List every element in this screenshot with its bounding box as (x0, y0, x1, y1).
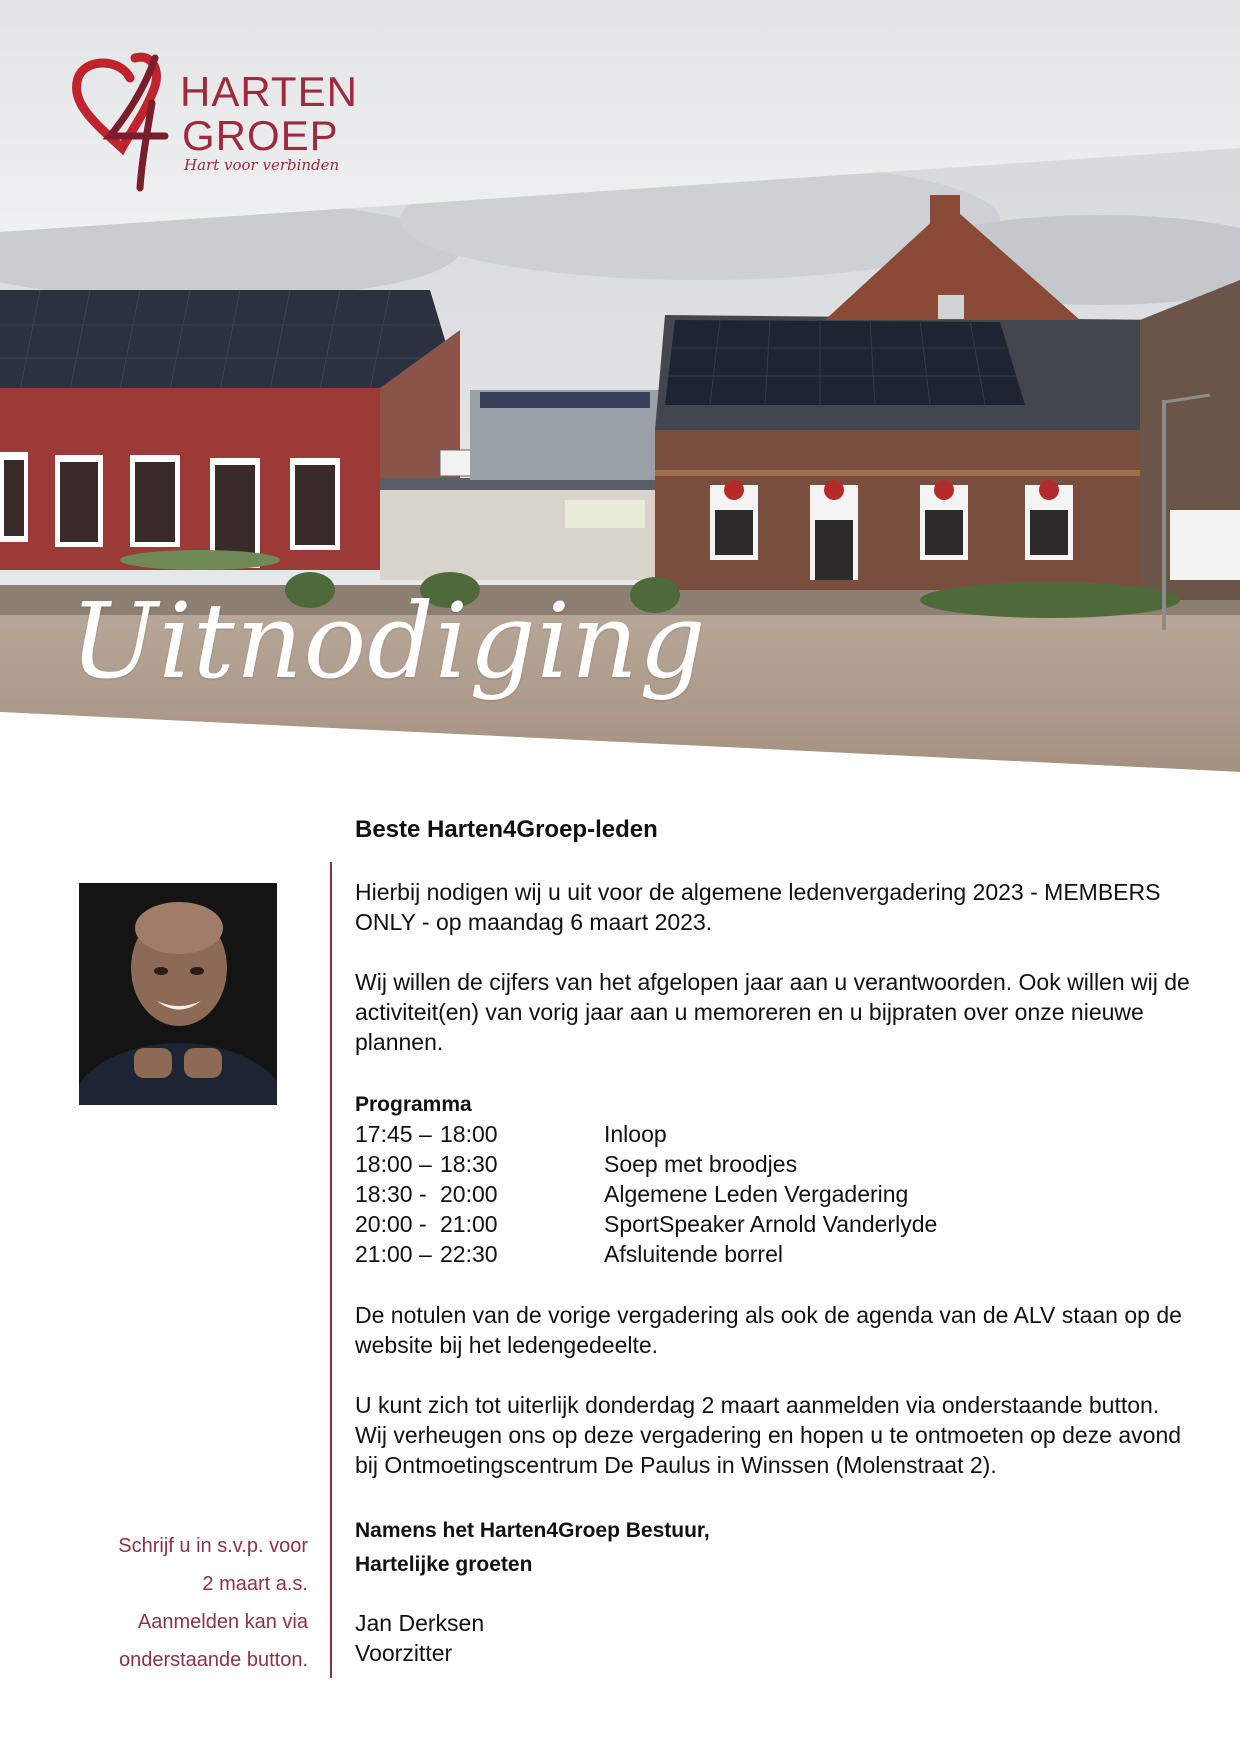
program-end: 20:00 (440, 1181, 498, 1207)
program-row (355, 1149, 937, 1179)
paragraph-purpose: Wij willen de cijfers van het afgelopen jaar aan u verantwoorden. Ook willen wij de activiteit(en) van vorig jaar aan u memoreren en u bijpraten over onze nieuwe plannen. (355, 969, 1190, 1055)
heart-4-logo-icon (70, 48, 180, 198)
paragraph-minutes: De notulen van de vorige vergadering als ook de agenda van de ALV staan op de website bij het ledengedeelte. (355, 1302, 1182, 1358)
program-end: 21:00 (440, 1211, 498, 1237)
program-activity: SportSpeaker Arnold Vanderlyde (604, 1211, 938, 1237)
salutation: Beste Harten4Groep-leden (355, 816, 658, 843)
program-start: 20:00 - (355, 1211, 427, 1237)
side-note-line1: Schrijf u in s.v.p. voor (118, 1535, 308, 1557)
program-activity: Algemene Leden Vergadering (604, 1181, 909, 1207)
logo-name-line1: HARTEN (180, 68, 358, 115)
program-start: 18:30 - (355, 1181, 427, 1207)
program-end: 22:30 (440, 1241, 498, 1267)
program-end: 18:30 (440, 1151, 498, 1177)
program-start: 21:00 – (355, 1241, 432, 1267)
program-row (355, 1209, 937, 1239)
side-note-line4: onderstaande button. (118, 1649, 308, 1671)
paragraph-invitation: Hierbij nodigen wij u uit voor de algemene ledenvergadering 2023 - MEMBERS ONLY - op maandag 6 maart 2023. (355, 879, 1161, 935)
brand-logo (70, 48, 370, 198)
side-note-line2: 2 maart a.s. (202, 1573, 308, 1595)
program-list (355, 1119, 937, 1269)
page-title: Uitnodiging (70, 580, 707, 702)
program-start: 17:45 – (355, 1121, 432, 1147)
logo-tagline: Hart voor verbinden (184, 156, 340, 174)
portrait-image (79, 883, 277, 1105)
program-end: 18:00 (440, 1121, 498, 1147)
side-note-line3: Aanmelden kan via (137, 1611, 308, 1633)
program-row (355, 1179, 937, 1209)
speaker-portrait (79, 883, 277, 1105)
vertical-divider (330, 862, 332, 1678)
signer-name: Jan Derksen (355, 1610, 485, 1636)
program-row (355, 1119, 937, 1149)
program-heading: Programma (355, 1093, 472, 1116)
paragraph-registration: U kunt zich tot uiterlijk donderdag 2 maart aanmelden via onderstaande button. Wij verheugen ons op deze vergadering en hopen u te ontmoeten op deze avond bij Ontmoetingscentrum De Paulus in Winssen (Molenstraat 2). (355, 1392, 1182, 1478)
closing-greeting: Hartelijke groeten (355, 1553, 533, 1576)
closing-board: Namens het Harten4Groep Bestuur, (355, 1519, 710, 1542)
signer-role: Voorzitter (355, 1640, 453, 1666)
program-start: 18:00 – (355, 1151, 432, 1177)
program-row (355, 1239, 937, 1269)
logo-name-line2: GROEP (182, 112, 339, 159)
program-activity: Afsluitende borrel (604, 1241, 783, 1267)
program-activity: Soep met broodjes (604, 1151, 798, 1177)
program-activity: Inloop (604, 1121, 667, 1147)
